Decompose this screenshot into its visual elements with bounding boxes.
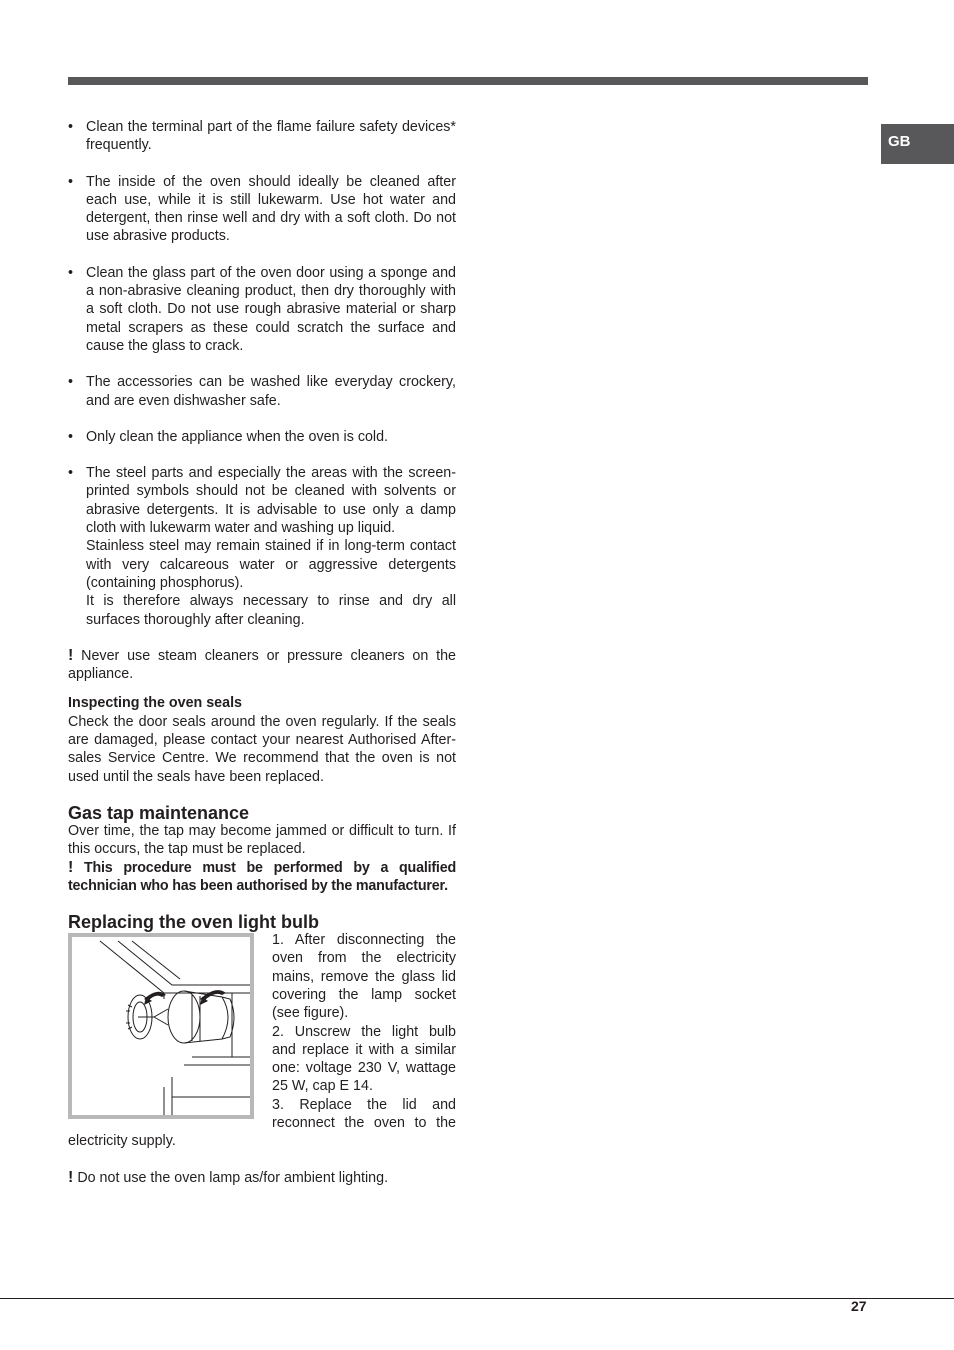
steam-warning-text: Never use steam cleaners or pressure cleaners on the appliance. bbox=[68, 647, 456, 683]
lamp-warning bbox=[68, 1169, 456, 1187]
bulb-step-3: 3. Replace the lid and reconnect the oven to the electricity supply. bbox=[68, 1096, 456, 1150]
page-number: 27 bbox=[851, 1298, 867, 1314]
list-item-paragraph: Stainless steel may remain stained if in long-term contact with very calcareous water or aggressive detergents (containing phosphorus). bbox=[86, 538, 456, 591]
list-item: • Only clean the appliance when the oven is cold. bbox=[68, 428, 456, 446]
lamp-socket-figure bbox=[68, 933, 254, 1119]
language-tab: GB bbox=[881, 124, 954, 164]
list-item: • Clean the terminal part of the flame failure safety devices* frequently. bbox=[68, 118, 456, 155]
bulb-step-1: 1. After disconnecting the oven from the electricity mains, remove the glass lid covering the lamp socket (see figure). bbox=[272, 932, 456, 1022]
steam-warning bbox=[68, 647, 456, 684]
bulb-heading: Replacing the oven light bulb bbox=[68, 912, 320, 933]
seals-heading: Inspecting the oven seals bbox=[68, 695, 242, 712]
warning-mark: ! bbox=[68, 858, 74, 876]
warning-mark: ! bbox=[68, 1168, 74, 1186]
seals-body: Check the door seals around the oven regularly. If the seals are damaged, please contact your nearest Authorised After-sales Service Centre. We recommend that the oven is not used until the seals have been replaced. bbox=[68, 713, 456, 785]
cleaning-list bbox=[68, 118, 456, 629]
warning-mark: ! bbox=[68, 646, 74, 664]
lamp-warning-text: Do not use the oven lamp as/for ambient lighting. bbox=[77, 1169, 389, 1186]
bottom-rule bbox=[0, 1298, 954, 1299]
gas-tap-warning-text: This procedure must be performed by a qualified technician who has been authorised by the manufacturer. bbox=[68, 859, 456, 894]
list-item: • Clean the glass part of the oven door using a sponge and a non-abrasive cleaning product, then dry thoroughly with a soft cloth. Do not use rough abrasive material or sharp metal scrapers as these could scratch the surface and cause the glass to crack. bbox=[68, 264, 456, 355]
bulb-step-2: 2. Unscrew the light bulb and replace it with a similar one: voltage 230 V, wattage 25 W, cap E 14. bbox=[272, 1023, 456, 1095]
list-item-paragraph: It is therefore always necessary to rinse and dry all surfaces thoroughly after cleaning. bbox=[86, 593, 456, 628]
bulb-steps bbox=[68, 931, 456, 1151]
list-item: • The accessories can be washed like everyday crockery, and are even dishwasher safe. bbox=[68, 373, 456, 410]
list-item: • The inside of the oven should ideally be cleaned after each use, while it is still lukewarm. Use hot water and detergent, then rinse well and dry with a soft cloth. Do not use abrasive products. bbox=[68, 173, 456, 246]
gas-tap-body: Over time, the tap may become jammed or difficult to turn. If this occurs, the tap must be replaced. bbox=[68, 822, 456, 858]
gas-tap-heading: Gas tap maintenance bbox=[68, 802, 250, 823]
main-column bbox=[68, 118, 456, 1187]
lamp-illustration bbox=[72, 937, 250, 1115]
list-item bbox=[68, 464, 456, 629]
gas-tap-warning bbox=[68, 859, 456, 896]
list-item-paragraph: • The steel parts and especially the areas with the screen-printed symbols should not be cleaned with solvents or abrasive detergents. It is advisable to use only a damp cloth with lukewarm water and washing up liquid. bbox=[86, 465, 456, 537]
top-rule bbox=[68, 77, 868, 85]
